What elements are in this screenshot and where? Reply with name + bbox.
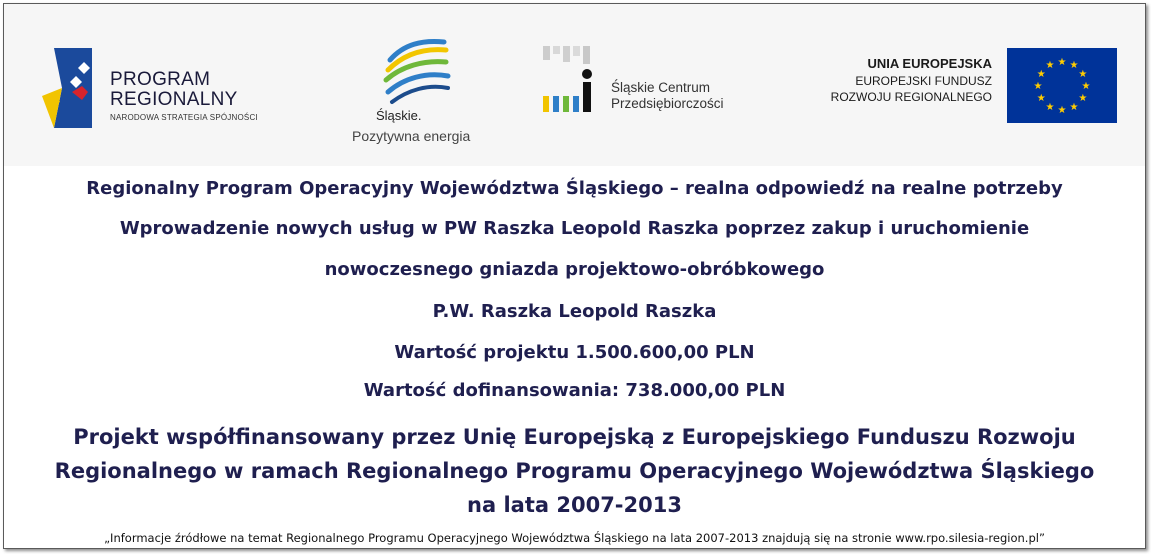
- eu-star-icon: ★: [1069, 60, 1079, 72]
- program-regionalny-logo: [42, 48, 302, 128]
- eu-star-icon: ★: [1078, 93, 1088, 104]
- program-regionalny-text: [110, 70, 258, 122]
- eu-star-icon: ★: [1057, 105, 1067, 116]
- slaskie-waves-icon: [382, 38, 452, 106]
- project-title-line2: nowoczesnego gniazda projektowo-obróbkowego: [324, 259, 825, 280]
- slaskie-logo: [349, 38, 489, 148]
- logo-band: [4, 4, 1145, 166]
- eu-fund-line1: EUROPEJSKI FUNDUSZ: [855, 74, 992, 88]
- eu-star-icon: ★: [1036, 93, 1046, 104]
- unia-europejska-logo: [784, 45, 1119, 125]
- eu-star-icon: ★: [1057, 57, 1067, 68]
- information-board: [3, 3, 1146, 549]
- program-regionalny-subtitle: NARODOWA STRATEGIA SPÓJNOŚCI: [110, 113, 258, 122]
- eu-title: UNIA EUROPEJSKA: [867, 56, 992, 71]
- slaskie-centrum-logo: [539, 44, 749, 114]
- cofinanced-line2: Regionalnego w ramach Regionalnego Programu Operacyjnego Województwa Śląskiego: [54, 459, 1095, 483]
- centrum-line2: Przedsiębiorczości: [611, 96, 724, 111]
- beneficiary-name: P.W. Raszka Leopold Raszka: [432, 301, 717, 322]
- eu-star-icon: ★: [1045, 60, 1055, 72]
- funding-value: Wartość dofinansowania: 738.000,00 PLN: [363, 380, 786, 401]
- project-title-line1: Wprowadzenie nowych usług w PW Raszka Leopold Raszka poprzez zakup i uruchomienie: [119, 218, 1030, 239]
- slaskie-tagline: Pozytywna energia: [352, 128, 471, 144]
- centrum-line1: Śląskie Centrum: [611, 80, 711, 95]
- program-regionalny-emblem-icon: [42, 48, 104, 128]
- slaskie-name: Śląskie.: [376, 108, 422, 123]
- eu-star-icon: ★: [1045, 101, 1055, 113]
- eu-star-icon: ★: [1078, 69, 1088, 80]
- program-line: Regionalny Program Operacyjny Województwa Śląskiego – realna odpowiedź na realne potrzeby: [86, 178, 1063, 199]
- centrum-bars-icon: [539, 44, 609, 114]
- cofinanced-line1: Projekt współfinansowany przez Unię Europejską z Europejskiego Funduszu Rozwoju: [73, 425, 1076, 449]
- eu-fund-line2: ROZWOJU REGIONALNEGO: [830, 90, 992, 104]
- cofinanced-line3: na lata 2007-2013: [467, 493, 682, 517]
- source-footnote: „Informacje źródłowe na temat Regionalnego Programu Operacyjnego Województwa Śląskiego na lata 2007-2013 znajdują się na stronie www.rpo.silesia-region.pl”: [104, 531, 1045, 545]
- program-regionalny-line2: REGIONALNY: [110, 89, 238, 110]
- project-value: Wartość projektu 1.500.600,00 PLN: [394, 342, 755, 363]
- eu-star-icon: ★: [1081, 81, 1091, 92]
- eu-star-icon: ★: [1069, 101, 1079, 113]
- eu-flag-icon: [1007, 48, 1117, 123]
- program-regionalny-line1: PROGRAM: [110, 69, 211, 90]
- eu-star-icon: ★: [1036, 69, 1046, 80]
- eu-text: [831, 55, 992, 105]
- eu-star-icon: ★: [1033, 81, 1043, 92]
- centrum-text: [611, 80, 724, 112]
